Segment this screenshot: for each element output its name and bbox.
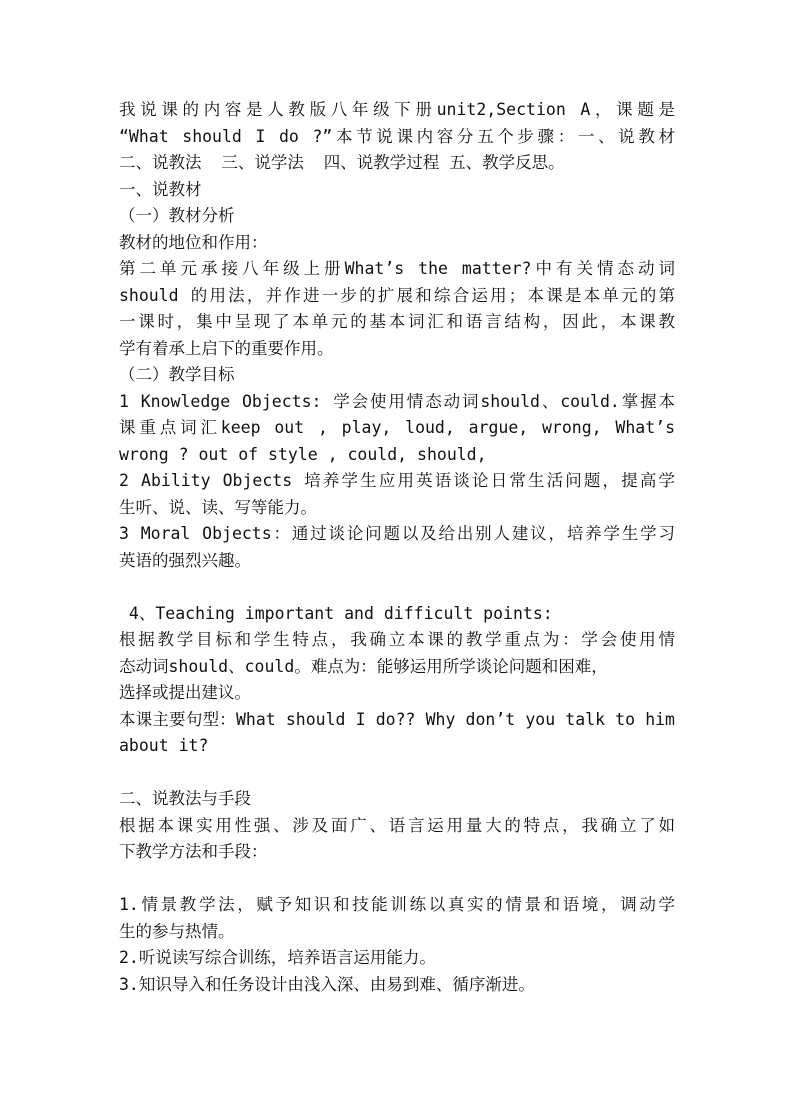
section-heading: 二、说教法与手段 bbox=[119, 789, 251, 808]
paragraph-line: 教材的地位和作用： bbox=[119, 232, 268, 252]
section-heading: 4、Teaching important and difficult points: bbox=[119, 603, 553, 623]
paragraph-line: 本课主要句型：What should I do?? Why don’t you talk to him bbox=[119, 709, 675, 729]
paragraph-line: about it? bbox=[119, 736, 209, 755]
blank-line bbox=[119, 866, 675, 893]
paragraph-line: 根据教学目标和学生特点，我确立本课的教学重点为：学会使用情 bbox=[119, 630, 675, 649]
blank-line bbox=[119, 760, 675, 787]
subsection-heading: （二）教学目标 bbox=[119, 365, 235, 384]
paragraph-line: 课重点词汇keep out , play, loud, argue, wrong, What’s bbox=[119, 418, 675, 437]
paragraph-line: 第二单元承接八年级上册What’s the matter?中有关情态动词 bbox=[119, 259, 675, 278]
paragraph-line: 2.听说读写综合训练，培养语言运用能力。 bbox=[119, 948, 436, 967]
paragraph-line: 生的参与热情。 bbox=[119, 921, 235, 941]
section-heading: 一、说教材 bbox=[119, 179, 202, 199]
document-body bbox=[119, 97, 675, 998]
paragraph-line: 二、说教法 三、说学法 四、说教学过程 五、教学反思。 bbox=[119, 153, 565, 172]
paragraph-line: 根据本课实用性强、涉及面广、语言运用量大的特点，我确立了如 bbox=[119, 815, 675, 835]
paragraph-line: 英语的强烈兴趣。 bbox=[119, 550, 251, 570]
paragraph-line: 选择或提出建议。 bbox=[119, 683, 251, 702]
blank-line bbox=[119, 574, 675, 601]
paragraph-line: 一课时，集中呈现了本单元的基本词汇和语言结构，因此，本课教 bbox=[119, 312, 675, 331]
paragraph-line: 1 Knowledge Objects: 学会使用情态动词should、could.掌握本 bbox=[119, 391, 675, 411]
paragraph-line: should 的用法，并作进一步的扩展和综合运用；本课是本单元的第 bbox=[119, 285, 675, 305]
paragraph-line: 下教学方法和手段： bbox=[119, 842, 268, 861]
paragraph-line: 我说课的内容是人教版八年级下册unit2,Section A，课题是 bbox=[119, 100, 675, 119]
subsection-heading: （一）教材分析 bbox=[119, 206, 235, 225]
paragraph-line: 学有着承上启下的重要作用。 bbox=[119, 338, 334, 358]
paragraph-line: “What should I do ?”本节说课内容分五个步骤：一、说教材 bbox=[119, 126, 675, 146]
paragraph-line: 1.情景教学法，赋予知识和技能训练以真实的情景和语境，调动学 bbox=[119, 895, 675, 914]
paragraph-line: 态动词should、could。难点为：能够运用所学谈论问题和困难， bbox=[119, 656, 608, 676]
paragraph-line: 2 Ability Objects 培养学生应用英语谈论日常生活问题，提高学 bbox=[119, 471, 675, 490]
paragraph-line: 3.知识导入和任务设计由浅入深、由易到难、循序渐进。 bbox=[119, 974, 535, 994]
paragraph-line: 3 Moral Objects：通过谈论问题以及给出别人建议，培养学生学习 bbox=[119, 524, 675, 543]
paragraph-line: wrong ? out of style , could, should, bbox=[119, 444, 487, 464]
paragraph-line: 生听、说、读、写等能力。 bbox=[119, 497, 317, 517]
